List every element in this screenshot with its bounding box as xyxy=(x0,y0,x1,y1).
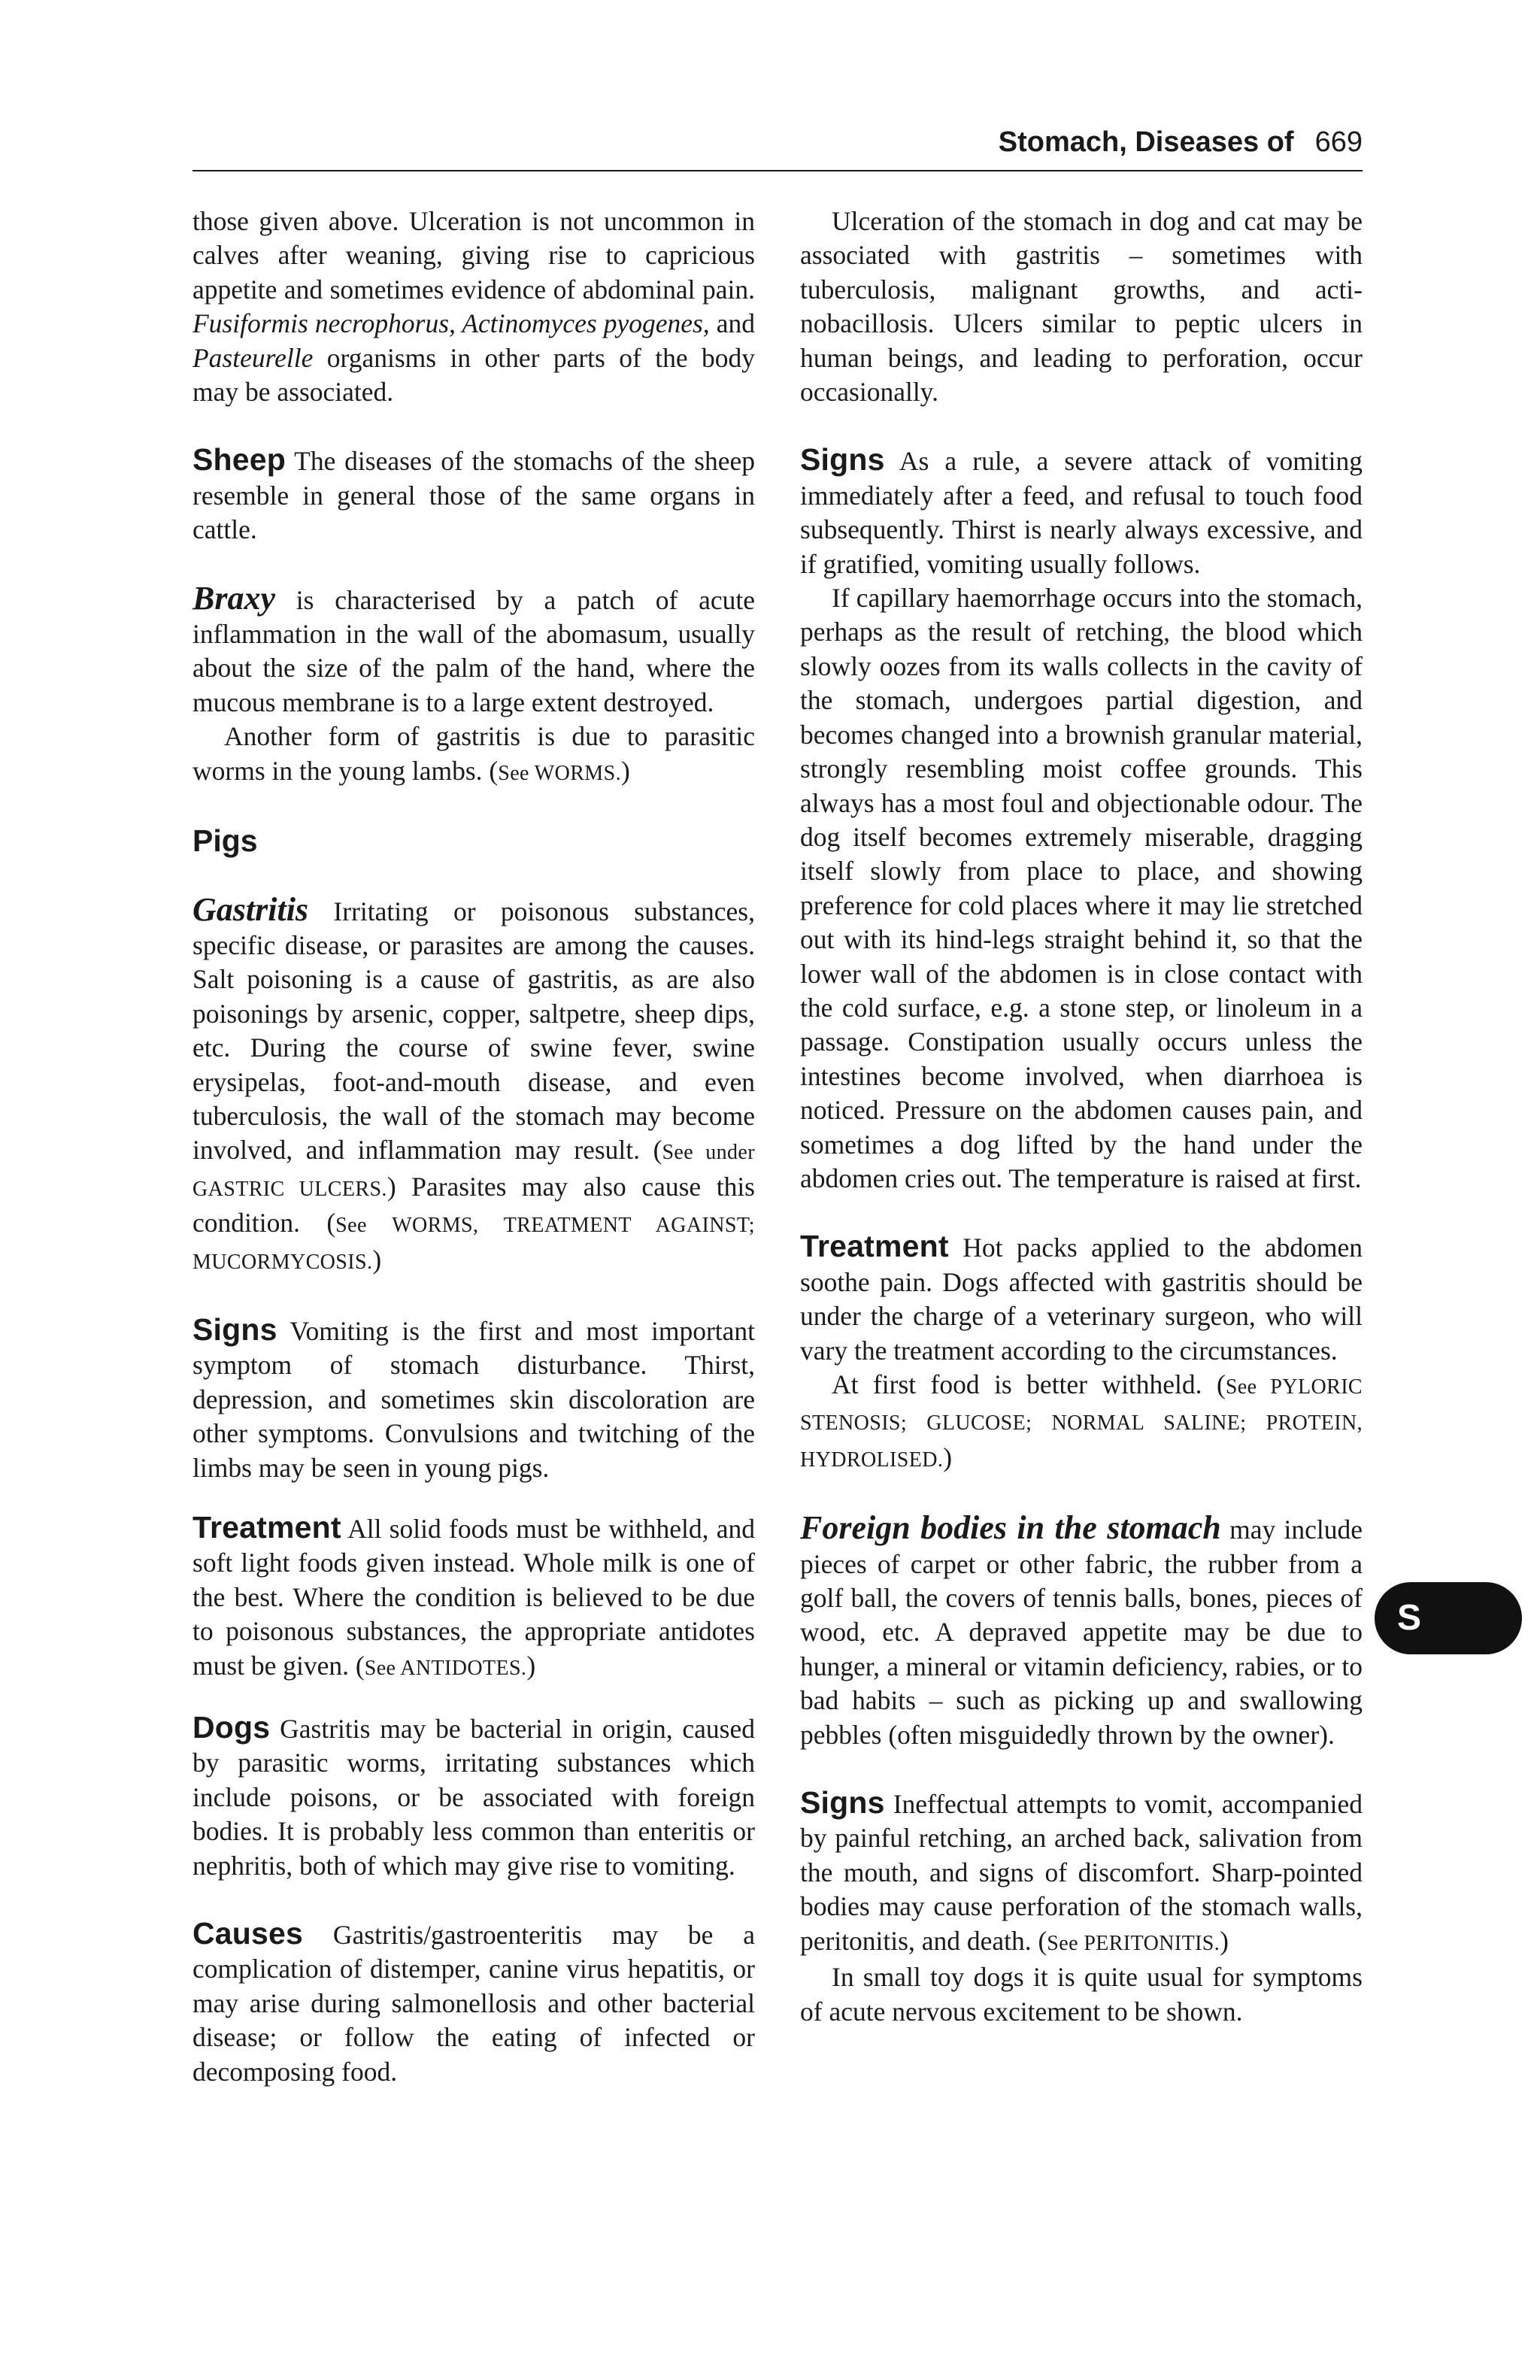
withheld-text: At first food is better withheld. ( xyxy=(832,1369,1226,1399)
paren-close: ) xyxy=(526,1650,536,1681)
paren-close: ) xyxy=(620,755,630,786)
dogs-text: Gastritis may be bacterial in origin, caused by parasitic worms, irritating substances which include poisons, or be associated with foreign bodies. It is probably less common than enteritis or nephritis, both of which may give rise to vomiting. xyxy=(192,1714,755,1881)
sheep-heading: Sheep xyxy=(192,442,286,478)
running-head xyxy=(192,126,1363,159)
intro-joiner: and xyxy=(709,308,755,339)
gastritis-heading: Gastritis xyxy=(192,890,309,928)
foreign-bodies-text: may include pieces of carpet or other fabric, the rubber from a golf ball, the covers of tennis balls, bones, pieces of wood, etc. A depraved appetite may be due to hunger, a mineral or vitamin deficiency, rabies, or to bad habits – such as picking up and swallowing pebbles (often misguidedly thrown by the owner). xyxy=(800,1514,1363,1750)
foreign-bodies-heading: Foreign bodies in the stomach xyxy=(800,1509,1221,1547)
foreign-signs-text: Ineffectual attempts to vomit, accompanied by painful retching, an arched back, salivation from the mouth, and signs of discomfort. Sharp-pointed bodies may cause perforation of the stomach walls, peritonitis, and death. ( xyxy=(800,1789,1363,1956)
dogs-signs-heading: Signs xyxy=(800,442,885,478)
pigs-treatment-heading: Treatment xyxy=(192,1510,341,1545)
ulceration-paragraph: Ulceration of the stomach in dog and cat may be associated with gastritis – sometimes with tuberculosis, malignant growths, and actinobacillosis. Ulcers similar to peptic ulcers in human beings, and leading to perforation, occur occasionally. xyxy=(800,206,1363,408)
pigs-treatment-paragraph xyxy=(192,1511,755,1685)
sheep-text: The diseases of the stomachs of the sheep resemble in general those of the same organs in cattle. xyxy=(192,446,755,545)
another-form-text: Another form of gastritis is due to parasitic worms in the young lambs. ( xyxy=(192,721,755,786)
pigs-heading: Pigs xyxy=(192,823,258,859)
see-gastric-ulcers-ref: See under GASTRIC ULCERS. xyxy=(192,1141,755,1201)
paren-close: ) xyxy=(943,1442,953,1472)
intro-end-text: organisms in other parts of the body may be associated. xyxy=(192,342,755,408)
sheep-paragraph xyxy=(192,443,755,547)
see-pyloric-stenosis-ref: See PYLORIC STENOSIS; GLUCOSE; NORMAL SALINE; PROTEIN, HYDROLISED. xyxy=(800,1375,1363,1472)
capillary-paragraph: If capillary haemorrhage occurs into the stomach, perhaps as the result of retching, the blood which slowly oozes from its walls collects in the cavity of the stomach, undergoes partial digestion, and becomes changed into a brownish granular material, strongly resembling moist coffee grounds. This always has a most foul and objectionable odour. The dog itself becomes extremely miserable, dragging itself slowly from place to place, and showing preference for cold places where it may lie stretched out with its hind-legs straight behind it, so that the lower wall of the abdomen is in close contact with the cold surface, e.g. a stone step, or linoleum in a passage. Constipation usually occurs unless the intestines become involved, when diarrhoea is noticed. Pressure on the abdomen causes pain, and sometimes a dog lifted by the hand under the abdomen cries out. The temperature is raised at first. xyxy=(800,583,1363,1193)
another-form-paragraph xyxy=(192,720,755,790)
dogs-signs-paragraph xyxy=(800,443,1363,581)
braxy-text: is characterised by a patch of acute inflammation in the wall of the abomasum, usually about the size of the palm of the hand, where the mucous membrane is to a large extent destroyed. xyxy=(192,584,755,717)
braxy-heading: Braxy xyxy=(192,579,275,617)
intro-organism-2: Pasteurelle xyxy=(192,342,314,373)
dogs-heading: Dogs xyxy=(192,1710,271,1745)
thumb-index-tab xyxy=(1375,1582,1522,1654)
gastritis-text: Irritating or poisonous substances, specific disease, or parasites are among the causes. Salt poisoning is a cause of gastritis, as are also poisonings by arsenic, copper, saltpetre, sheep dips, etc. During the course of swine fever, swine erysipelas, foot-and-mouth disease, and even tuberculosis, the wall of the stomach may become involved, and inflammation may result. ( xyxy=(192,896,755,1166)
causes-text: Gastritis/gastroenteritis may be a complication of distemper, canine virus hepatitis, or may arise during salmonellosis and other bacterial disease; or follow the eating of infected or decomposing food. xyxy=(192,1920,755,2087)
dogs-treatment-heading: Treatment xyxy=(800,1229,949,1264)
see-worms-ref: See WORMS. xyxy=(498,761,621,785)
section-title: Stomach, Diseases of xyxy=(998,126,1294,158)
see-worms-treatment-ref: See WORMS, TREATMENT AGAINST; MUCORMYCOSIS. xyxy=(192,1214,755,1274)
pigs-signs-paragraph xyxy=(192,1313,755,1485)
thumb-index-letter: S xyxy=(1397,1598,1422,1638)
header-rule xyxy=(192,170,1363,171)
braxy-paragraph xyxy=(192,581,755,720)
toy-dogs-paragraph: In small toy dogs it is quite usual for symptoms of acute nervous excitement to be shown. xyxy=(800,1962,1363,2027)
see-peritonitis-ref: See PERITONITIS. xyxy=(1047,1931,1220,1955)
page-number: 669 xyxy=(1314,126,1363,158)
intro-paragraph xyxy=(192,205,755,409)
pigs-signs-heading: Signs xyxy=(192,1311,277,1347)
see-antidotes-ref: See ANTIDOTES. xyxy=(364,1656,527,1680)
paren-close: ) xyxy=(372,1244,382,1275)
pigs-signs-text: Vomiting is the first and most important symptom of stomach disturbance. Thirst, depression, and sometimes skin discoloration are other symptoms. Convulsions and twitching of the limbs may be seen in young pigs. xyxy=(192,1315,755,1483)
paren-close: ) xyxy=(1220,1925,1229,1956)
causes-paragraph xyxy=(192,1917,755,2089)
dogs-treatment-text: Hot packs applied to the abdomen soothe pain. Dogs affected with gastritis should be under the charge of a veterinary surgeon, who will vary the treatment according to the circumstances. xyxy=(800,1232,1363,1366)
intro-organism-1: Fusiformis necrophorus, Actinomyces pyogenes, xyxy=(192,308,710,339)
foreign-signs-paragraph xyxy=(800,1786,1363,1960)
intro-text: those given above. Ulceration is not uncommon in calves after weaning, giving rise to capricious appetite and sometimes evidence of abdominal pain. xyxy=(192,206,755,305)
pigs-treatment-text: All solid foods must be withheld, and soft light foods given instead. Whole milk is one of the best. Where the condition is believed to be due to poisonous substances, the appropriate antidotes must be given. ( xyxy=(192,1514,755,1681)
foreign-bodies-paragraph xyxy=(800,1511,1363,1752)
gastritis-mid-text: ) Parasites may also cause this condition. ( xyxy=(192,1171,755,1239)
dogs-signs-text: As a rule, a severe attack of vomiting immediately after a feed, and refusal to touch food subsequently. Thirst is nearly always excessive, and if gratified, vomiting usually follows. xyxy=(800,446,1363,579)
causes-heading: Causes xyxy=(192,1916,304,1951)
dogs-treatment-paragraph xyxy=(800,1229,1363,1368)
right-column xyxy=(800,205,1363,2029)
gastritis-paragraph xyxy=(192,890,755,1279)
dogs-paragraph xyxy=(192,1711,755,1883)
withheld-paragraph xyxy=(800,1368,1363,1477)
left-column xyxy=(192,205,755,2089)
foreign-signs-heading: Signs xyxy=(800,1785,885,1821)
